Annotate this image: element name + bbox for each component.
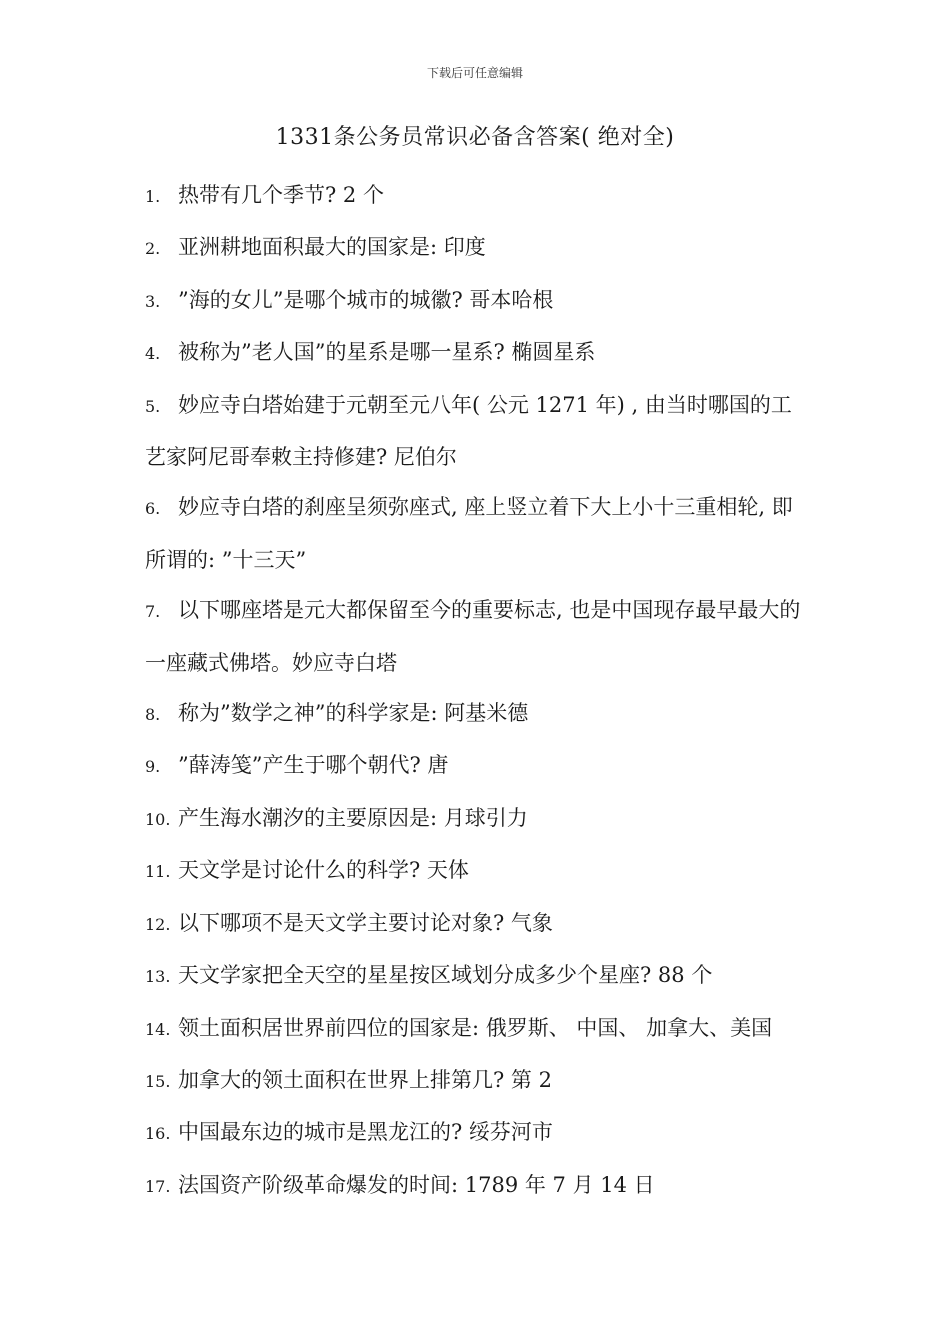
document-title: 1331条公务员常识必备含答案( 绝对全) [275, 125, 675, 150]
qa-item-4 [145, 327, 810, 379]
item-text: 天文学家把全天空的星星按区域划分成多少个星座? 88 个 [178, 963, 713, 988]
qa-item-8 [145, 688, 810, 740]
item-number: 12. [145, 914, 171, 934]
qa-item-10 [145, 793, 810, 845]
qa-item-16 [145, 1107, 810, 1159]
item-number: 11. [145, 862, 171, 882]
item-text: 称为”数学之神”的科学家是: 阿基米德 [178, 701, 529, 726]
item-number: 6. [145, 499, 161, 519]
item-number: 17. [145, 1176, 171, 1196]
item-text: 加拿大的领土面积在世界上排第几? 第 2 [178, 1067, 552, 1092]
qa-item-1 [145, 170, 810, 222]
qa-item-17 [145, 1160, 810, 1212]
qa-item-6 [145, 482, 810, 585]
qa-item-11 [145, 845, 810, 897]
item-text: 法国资产阶级革命爆发的时间: 1789 年 7 月 14 日 [178, 1172, 655, 1197]
item-text: 天文学是讨论什么的科学? 天体 [178, 858, 469, 883]
item-number: 4. [145, 344, 161, 364]
item-number: 1. [145, 187, 161, 206]
item-number: 9. [145, 757, 161, 777]
item-text: 领土面积居世界前四位的国家是: 俄罗斯、 中国、 加拿大、美国 [178, 1015, 773, 1040]
item-text: 以下哪座塔是元大都保留至今的重要标志, 也是中国现存最早最大的一座藏式佛塔。妙应寺白塔 [145, 598, 801, 675]
qa-item-2 [145, 222, 810, 274]
qa-list [145, 170, 810, 1212]
item-number: 3. [145, 291, 161, 311]
item-number: 5. [145, 396, 161, 416]
item-text: 妙应寺白塔的刹座呈须弥座式, 座上竖立着下大上小十三重相轮, 即所谓的: ”十三天” [145, 495, 793, 572]
item-text: 中国最东边的城市是黑龙江的? 绥芬河市 [178, 1120, 553, 1145]
qa-item-7 [145, 585, 810, 688]
item-text: 热带有几个季节? 2 个 [178, 183, 384, 207]
item-text: 被称为”老人国”的星系是哪一星系? 椭圆星系 [178, 340, 596, 365]
item-number: 14. [145, 1019, 171, 1039]
item-number: 10. [145, 809, 171, 829]
item-text: 妙应寺白塔始建于元朝至元八年( 公元 1271 年) , 由当时哪国的工艺家阿尼哥奉敕主持修建? 尼伯尔 [145, 392, 792, 470]
item-number: 16. [145, 1124, 171, 1144]
qa-item-13 [145, 950, 810, 1002]
qa-item-15 [145, 1055, 810, 1107]
qa-item-3 [145, 275, 810, 327]
item-number: 8. [145, 705, 161, 725]
item-text: 产生海水潮汐的主要原因是: 月球引力 [178, 805, 528, 830]
qa-item-12 [145, 898, 810, 950]
qa-item-14 [145, 1003, 810, 1055]
item-text: 以下哪项不是天文学主要讨论对象? 气象 [178, 910, 553, 935]
item-number: 2. [145, 239, 161, 259]
header-note: 下载后可任意编辑 [426, 66, 523, 80]
qa-item-9 [145, 740, 810, 792]
item-number: 15. [145, 1071, 171, 1091]
item-number: 7. [145, 602, 161, 622]
qa-item-5 [145, 380, 810, 483]
item-text: ”薛涛笺”产生于哪个朝代? 唐 [178, 753, 449, 778]
item-text: ”海的女儿”是哪个城市的城徽? 哥本哈根 [178, 287, 554, 312]
item-number: 13. [145, 967, 171, 987]
item-text: 亚洲耕地面积最大的国家是: 印度 [178, 235, 486, 260]
